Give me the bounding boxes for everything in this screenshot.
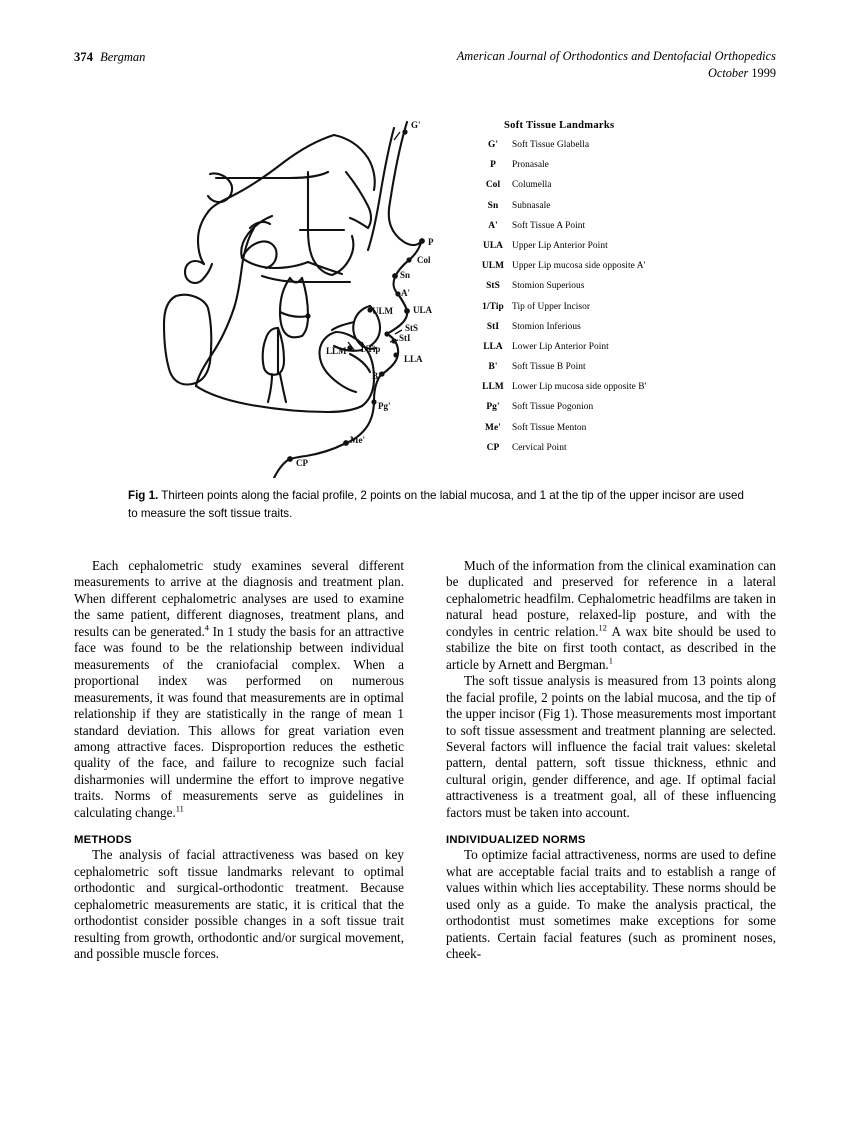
- figure-caption-label: Fig 1.: [128, 489, 159, 502]
- page-number: 374: [74, 50, 94, 64]
- legend-abbr: ULM: [481, 261, 505, 272]
- legend-row: [474, 443, 774, 463]
- paragraph: [446, 558, 776, 673]
- reference-marker: 4: [204, 623, 209, 633]
- issue-year: 1999: [751, 66, 776, 80]
- legend-description: Lower Lip Anterior Point: [512, 341, 609, 352]
- tracing-label-cp: CP: [296, 458, 308, 468]
- legend-description: Tip of Upper Incisor: [512, 301, 590, 312]
- legend-description: Upper Lip Anterior Point: [512, 240, 608, 251]
- legend-title: Soft Tissue Landmarks: [504, 120, 615, 131]
- tracing-label-g-prime: G': [411, 120, 421, 130]
- paragraph: The soft tissue analysis is measured from 13 points along the facial profile, 2 points on the labial mucosa, and the tip of the upper incisor (Fig 1). Those measurements most important to soft tissue assessment and treatment planning are selected. Several factors will influence the facial trait values: skeletal pattern, dental pattern, soft tissue thickness, ethnic and cultural origin, gender difference, and age. If optimal facial attractiveness is a treatment goal, all of these influencing factors must be taken into account.: [446, 673, 776, 820]
- legend-abbr: Sn: [487, 200, 499, 211]
- legend-abbr: Me': [485, 422, 501, 433]
- legend-description: Lower Lip mucosa side opposite B': [512, 382, 647, 393]
- paragraph: The analysis of facial attractiveness was based on key cephalometric soft tissue landmarks relevant to optimal orthodontic and surgical-orthodontic treatment. Because cephalometric measurements are static, it is critical that the orthodontist consider possible changes in a soft tissue trait resulting from growth, orthodontic and/or surgical movement, and possible muscle forces.: [74, 847, 404, 961]
- issue-date: [457, 65, 776, 81]
- legend-description: Stomion Inferious: [512, 321, 581, 332]
- figure-caption: [128, 487, 748, 522]
- paragraph-text: Much of the information from the clinical examination can be duplicated and preserved for reference in a lateral cephalometric headfilm. Cephalometric headfilms are taken in natural head posture, relaxed-lip posture, and with the condyles in centric relation.: [446, 558, 776, 639]
- journal-title: American Journal of Orthodontics and Dentofacial Orthopedics: [456, 49, 776, 63]
- cephalometric-tracing-image: [122, 110, 482, 478]
- legend-abbr: ULA: [482, 240, 504, 251]
- legend-abbr: B': [488, 362, 498, 373]
- legend-abbr: 1/Tip: [482, 301, 504, 312]
- legend-abbr: LLA: [483, 341, 503, 352]
- legend-row: [474, 241, 774, 261]
- legend-row: [474, 362, 774, 382]
- legend-description: Soft Tissue Glabella: [512, 140, 590, 150]
- figure-1: [74, 110, 776, 478]
- legend-row: [474, 281, 774, 301]
- tracing-label-a-prime: A': [401, 288, 410, 298]
- legend-row: [474, 342, 774, 362]
- left-column: [74, 558, 404, 962]
- legend-description: Stomion Superious: [512, 281, 585, 292]
- reference-marker: 11: [175, 804, 184, 814]
- legend-row: [474, 140, 774, 160]
- legend-description: Soft Tissue Menton: [512, 422, 587, 433]
- legend-row: [474, 160, 774, 180]
- legend-description: Pronasale: [512, 160, 549, 171]
- legend-abbr: LLM: [482, 382, 504, 393]
- journal-info: [457, 48, 776, 81]
- legend-abbr: StI: [486, 321, 500, 332]
- tracing-label-b-prime: B': [372, 371, 381, 381]
- legend-description: Upper Lip mucosa side opposite A': [512, 261, 646, 272]
- legend-row: [474, 423, 774, 443]
- tracing-label-me-prime: Me': [350, 435, 365, 445]
- author-name: Bergman: [100, 50, 146, 64]
- legend-row: [474, 201, 774, 221]
- soft-tissue-landmarks-legend: [474, 120, 774, 463]
- section-heading-individualized-norms: INDIVIDUALIZED NORMS: [446, 834, 586, 847]
- legend-abbr: G': [487, 140, 499, 150]
- paragraph: [74, 558, 404, 821]
- tracing-label-p: P: [428, 237, 434, 247]
- paragraph-text-cont: A wax bite should be used to stabilize the bite on first tooth contact, as described in the article by Arnett and Bergman.: [446, 623, 776, 672]
- legend-abbr: A': [488, 220, 498, 231]
- tracing-label-ula: ULA: [413, 305, 433, 315]
- legend-row: [474, 322, 774, 342]
- legend-row: [474, 402, 774, 422]
- reference-marker: 1: [608, 656, 613, 666]
- issue-month: October: [708, 66, 749, 80]
- tracing-label-sn: Sn: [400, 270, 411, 280]
- reference-marker: 12: [598, 623, 607, 633]
- paragraph-text: Each cephalometric study examines several different measurements to arrive at the diagnosis and treatment plan. When different cephalometric analyses are used to examine the same patient, different diagnoses, treatment plans, and results can be generated.: [74, 558, 404, 639]
- legend-description: Soft Tissue B Point: [512, 362, 586, 373]
- tracing-label-col: Col: [417, 255, 431, 265]
- tracing-label-group: [296, 120, 434, 468]
- tracing-label-sti: StI: [399, 333, 411, 343]
- legend-description: Cervical Point: [512, 442, 567, 453]
- paragraph-text-cont: In 1 study the basis for an attractive face was found to be the relationship between individual measurements of the craniofacial complex. When a proportional index was performed on numerous measurements, it was found that measurements are in optimal relationship if they are statistically in the range of mean 1 standard deviation. This allows for great variation even among attractive faces. Disproportion reduces the esthetic quality of the face, and failure to recognize such facial disharmonies will undermine the effort to improve negative traits. Norms of measurements serve as guidelines in calculating change.: [74, 623, 404, 820]
- legend-row: [474, 180, 774, 200]
- right-column: [446, 558, 776, 962]
- legend-abbr: Pg': [486, 402, 500, 413]
- ceph-tracing-svg: [122, 110, 482, 478]
- legend-abbr: CP: [486, 442, 500, 453]
- tracing-label-sts: StS: [405, 323, 419, 333]
- tracing-label-pg-prime: Pg': [378, 401, 391, 411]
- legend-description: Subnasale: [512, 200, 551, 211]
- legend-row: [474, 261, 774, 281]
- running-head: [74, 48, 776, 88]
- tracing-label-llm: LLM: [326, 346, 347, 356]
- legend-description: Soft Tissue Pogonion: [512, 402, 594, 413]
- legend-row: [474, 221, 774, 241]
- legend-row: [474, 302, 774, 322]
- body-columns: [74, 558, 776, 1028]
- legend-abbr: P: [490, 160, 496, 171]
- figure-caption-text: Thirteen points along the facial profile, 2 points on the labial mucosa, and 1 at the tip of the upper incisor are used to measure the soft tissue traits.: [128, 489, 744, 520]
- tracing-label-1-tip: 1/Tip: [360, 344, 381, 354]
- legend-abbr: StS: [486, 281, 500, 292]
- section-heading-methods: METHODS: [74, 834, 132, 847]
- tracing-label-ulm: ULM: [372, 306, 393, 316]
- folio-block: [74, 48, 145, 66]
- legend-description: Columella: [512, 180, 552, 191]
- tracing-label-lla: LLA: [404, 354, 423, 364]
- legend-row: [474, 382, 774, 402]
- paragraph: To optimize facial attractiveness, norms are used to define what are acceptable facial traits and to establish a range of values within which lies acceptability. These norms should be used only as a guide. To make the analysis practical, the orthodontist must sometimes make exceptions for some patients. Certain facial features (such as prominent noses, cheek-: [446, 847, 776, 961]
- legend-description: Soft Tissue A Point: [512, 220, 586, 231]
- legend-abbr: Col: [485, 180, 501, 191]
